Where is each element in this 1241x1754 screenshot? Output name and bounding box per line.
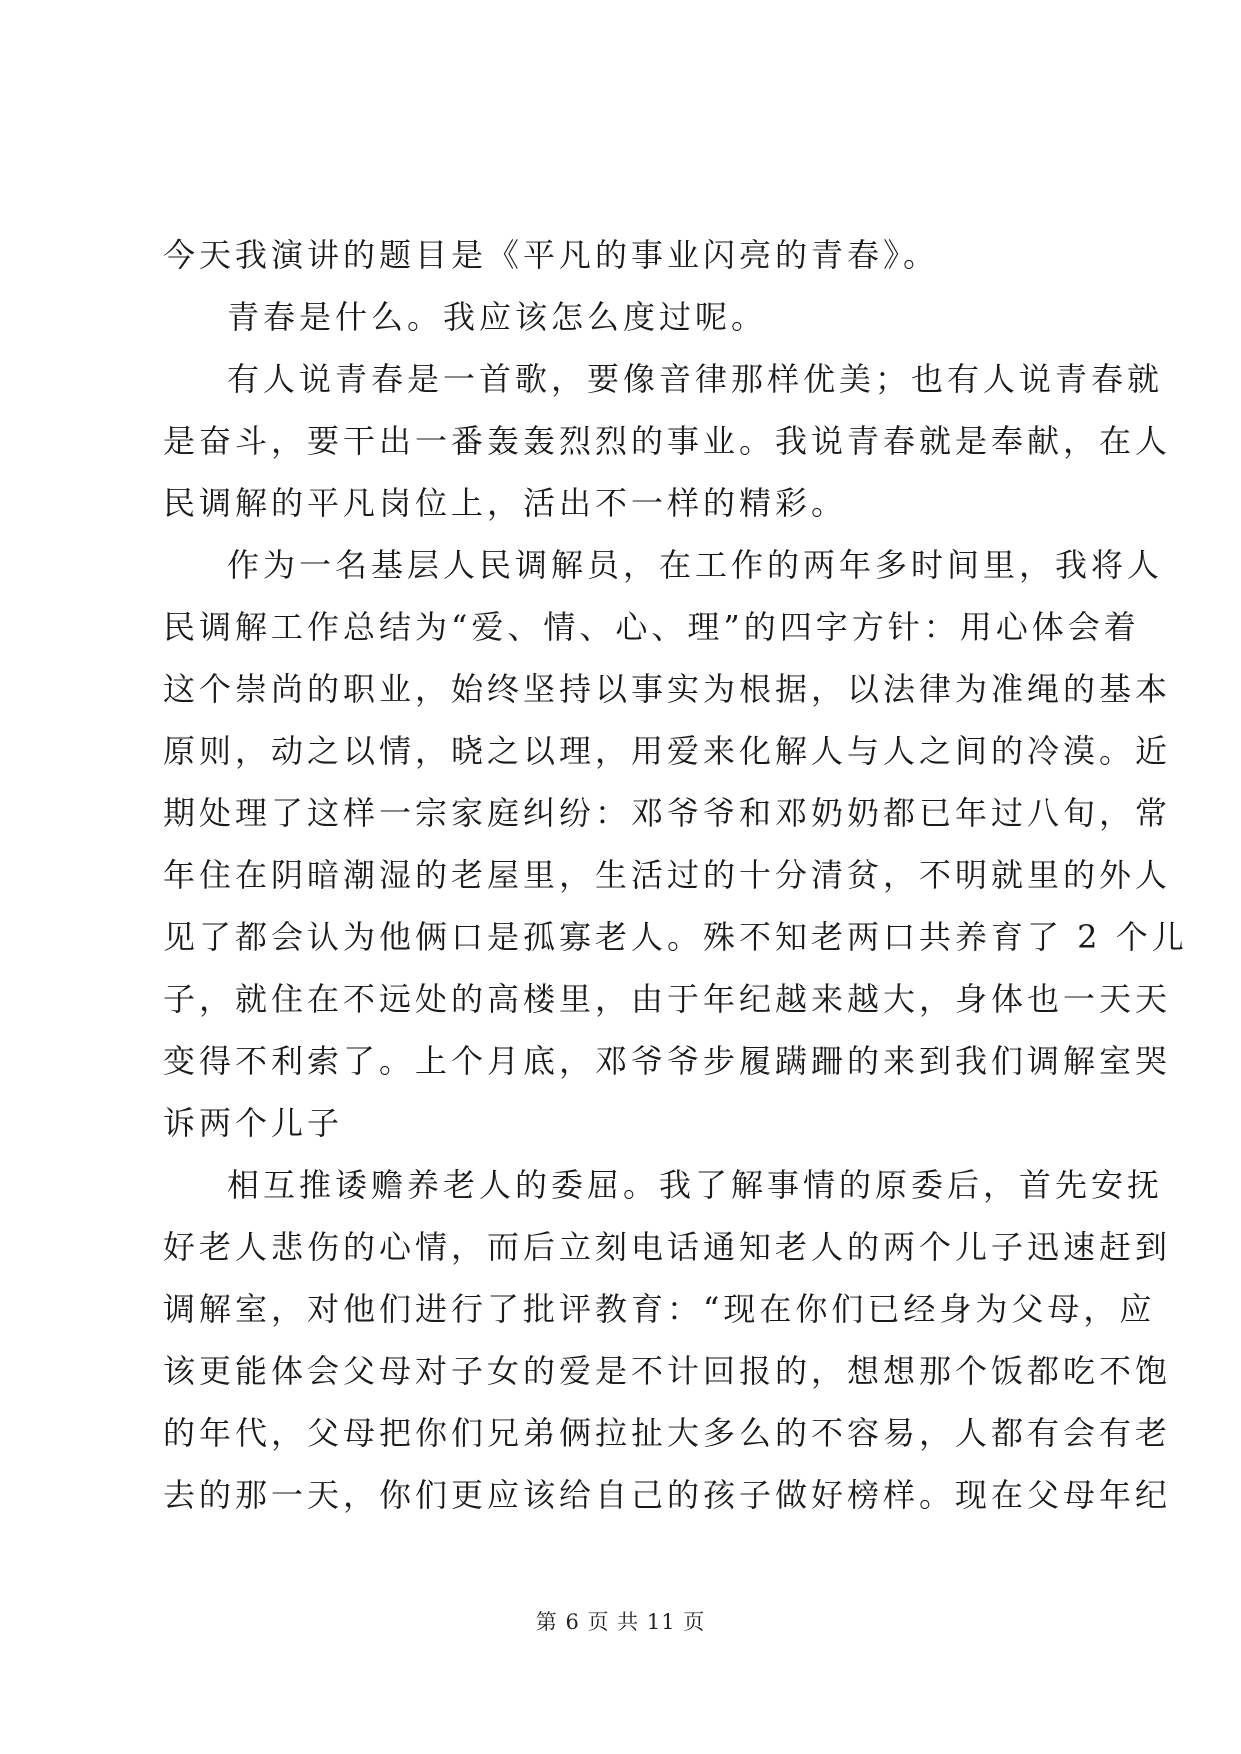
text-line: 诉两个儿子 [163, 1104, 344, 1142]
text-line: 有人说青春是一首歌，要像音律那样优美；也有人说青春就 [227, 360, 1164, 398]
text-line: 相互推诿赡养老人的委屈。我了解事情的原委后，首先安抚 [227, 1166, 1164, 1204]
text-line: 作为一名基层人民调解员，在工作的两年多时间里，我将人 [227, 546, 1164, 584]
text-line: 去的那一天，你们更应该给自己的孩子做好榜样。现在父母年纪 [163, 1476, 1172, 1514]
page-number-footer: 第 6 页 共 11 页 [535, 1610, 706, 1634]
text-line: 是奋斗，要干出一番轰轰烈烈的事业。我说青春就是奉献，在人 [163, 422, 1172, 460]
text-line: 子，就住在不远处的高楼里，由于年纪越来越大，身体也一天天 [163, 980, 1172, 1018]
text-line: 青春是什么。我应该怎么度过呢。 [227, 298, 768, 336]
text-line: 民调解的平凡岗位上，活出不一样的精彩。 [163, 484, 848, 522]
text-line: 见了都会认为他俩口是孤寡老人。殊不知老两口共养育了 2 个儿 [163, 918, 1188, 956]
text-line: 年住在阴暗潮湿的老屋里，生活过的十分清贫，不明就里的外人 [163, 856, 1172, 894]
document-body [163, 224, 1188, 1526]
text-line: 民调解工作总结为“爱、情、心、理”的四字方针：用心体会着 [163, 608, 1140, 646]
text-line: 期处理了这样一宗家庭纠纷：邓爷爷和邓奶奶都已年过八旬，常 [163, 794, 1172, 832]
text-line: 该更能体会父母对子女的爱是不计回报的，想想那个饭都吃不饱 [163, 1352, 1172, 1390]
text-line: 原则，动之以情，晓之以理，用爱来化解人与人之间的冷漠。近 [163, 732, 1172, 770]
text-line: 这个崇尚的职业，始终坚持以事实为根据，以法律为准绳的基本 [163, 670, 1172, 708]
text-line: 变得不利索了。上个月底，邓爷爷步履蹒跚的来到我们调解室哭 [163, 1042, 1172, 1080]
text-line: 今天我演讲的题目是《平凡的事业闪亮的青春》。 [163, 236, 940, 274]
text-line: 调解室，对他们进行了批评教育：“现在你们已经身为父母，应 [163, 1290, 1156, 1328]
text-line: 的年代，父母把你们兄弟俩拉扯大多么的不容易，人都有会有老 [163, 1414, 1172, 1452]
text-line: 好老人悲伤的心情，而后立刻电话通知老人的两个儿子迅速赶到 [163, 1228, 1172, 1266]
